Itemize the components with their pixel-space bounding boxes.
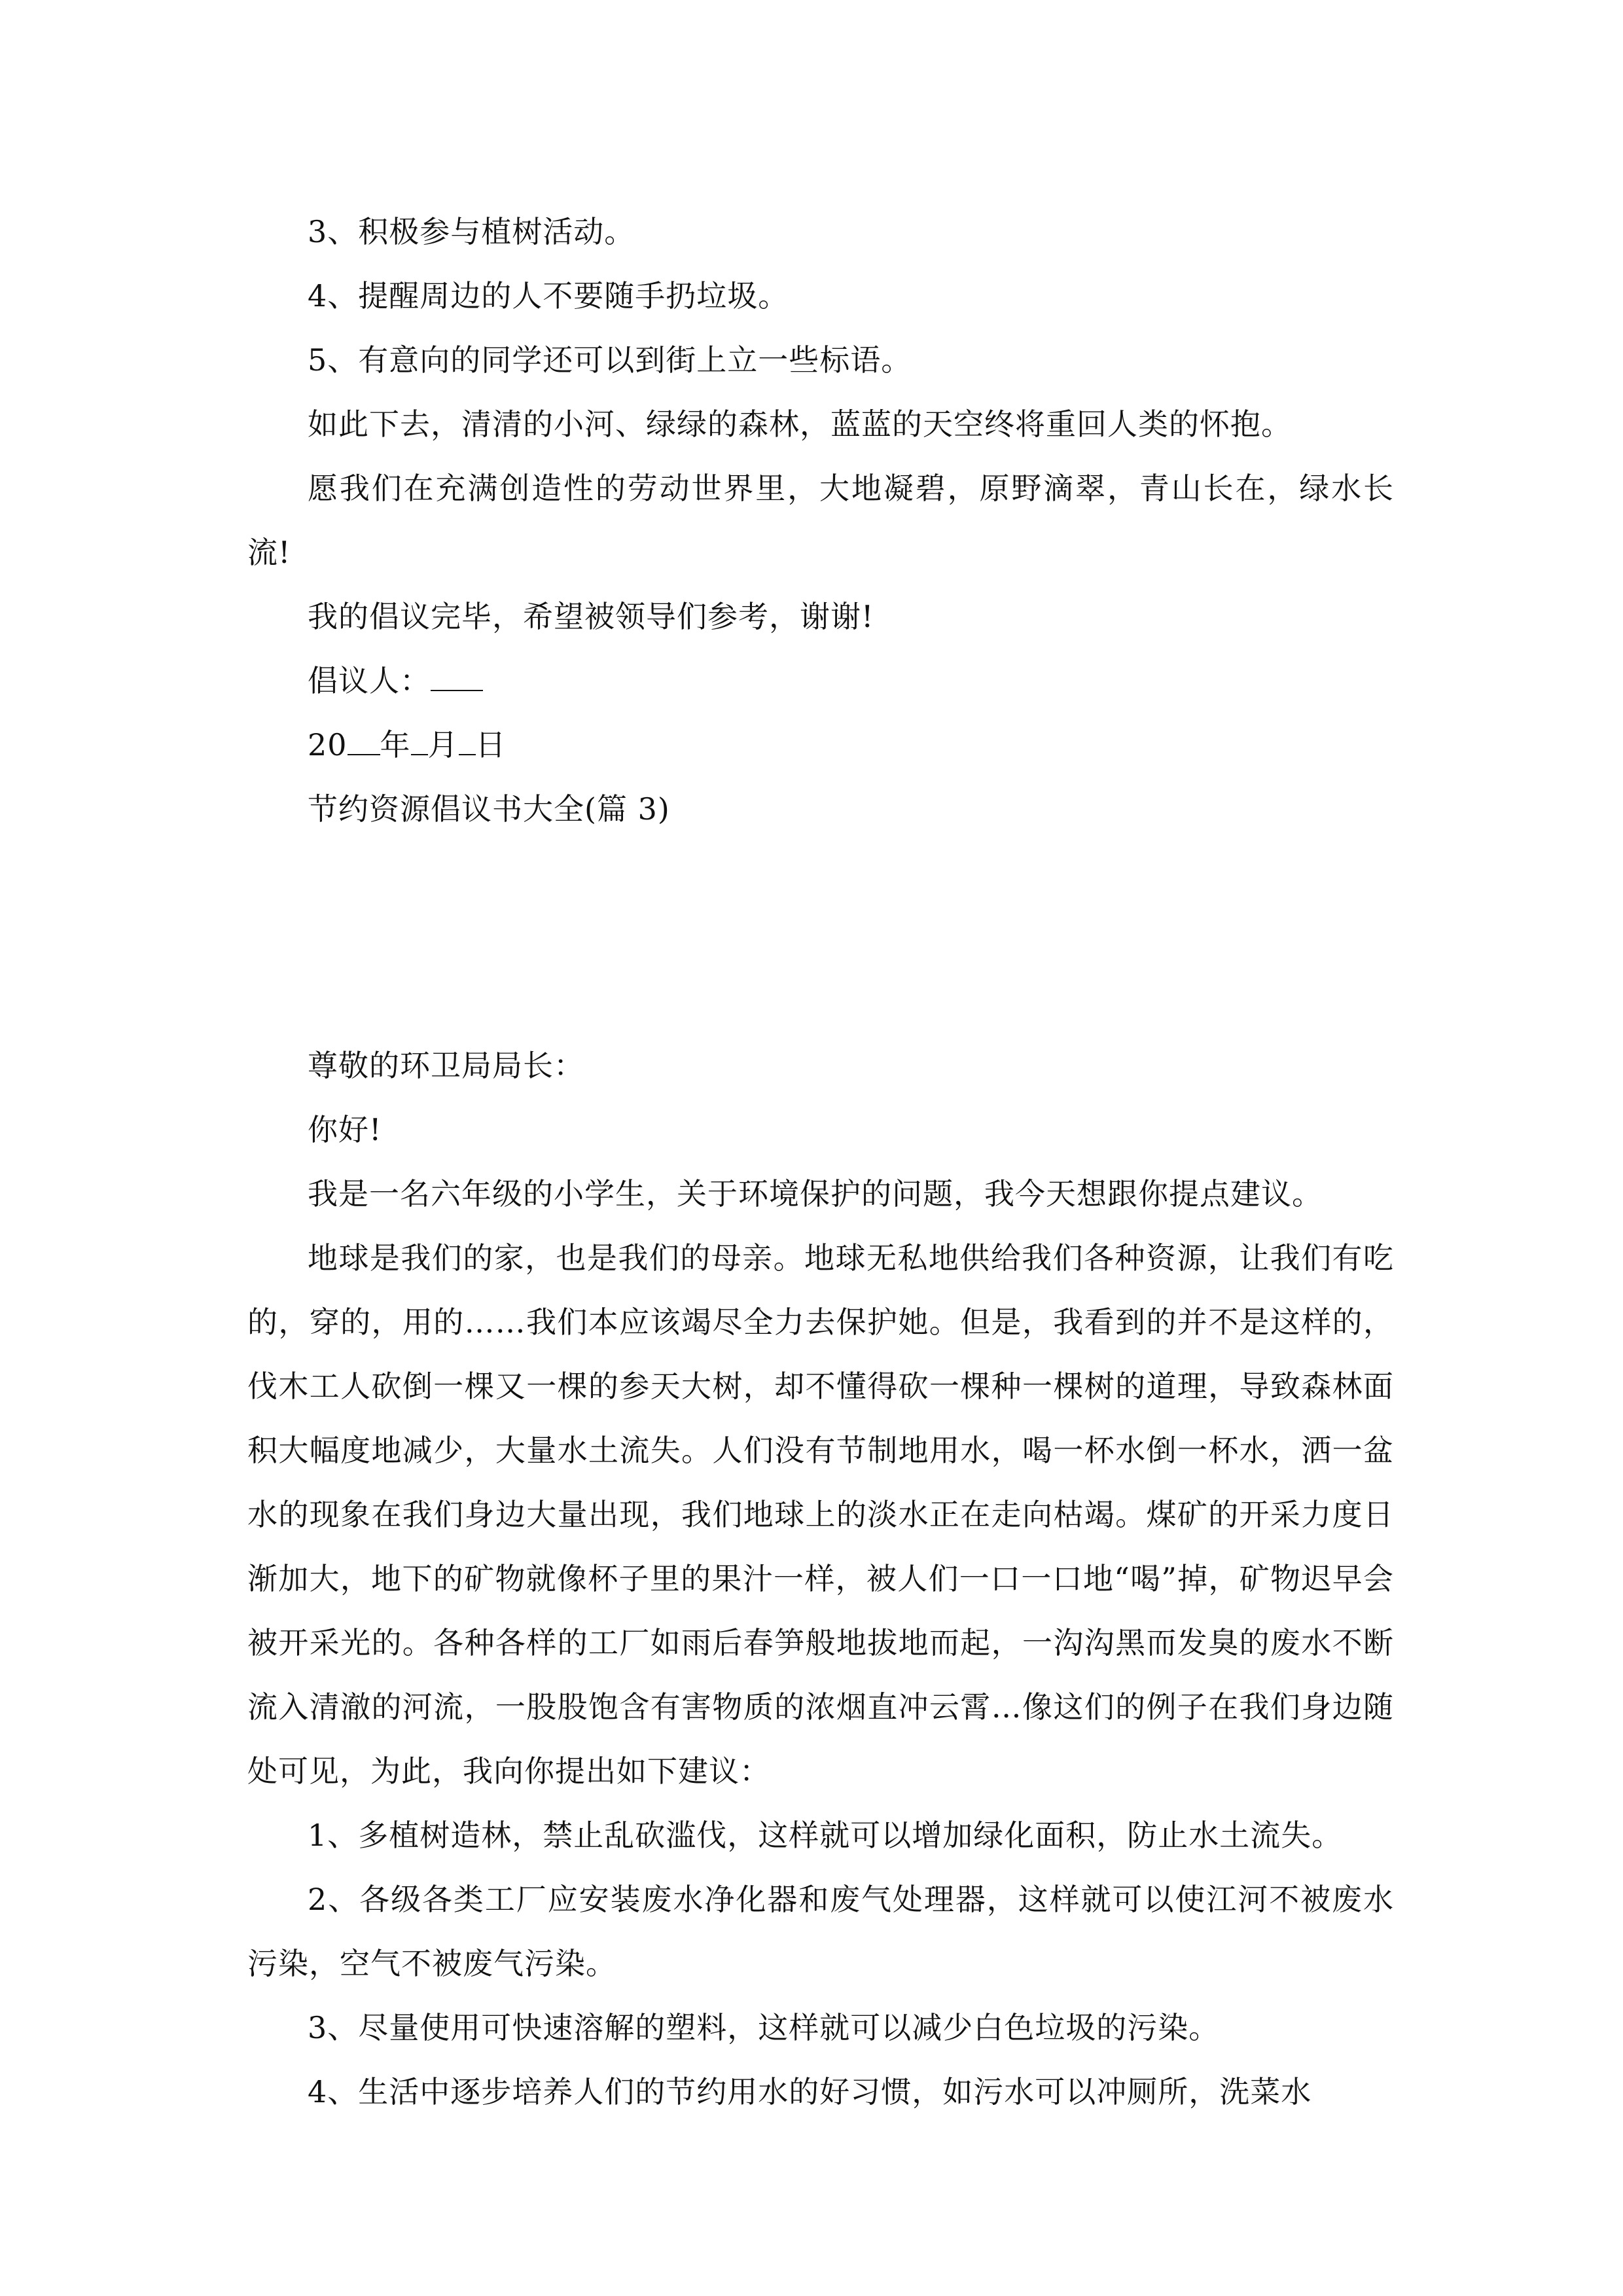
date-line [247,713,1394,777]
date-year-blank [348,724,380,755]
document-body [247,200,1394,2124]
paragraph-list-item-3: 3、积极参与植树活动。 [308,214,635,249]
suggestion-1: 1、多植树造林，禁止乱砍滥伐，这样就可以增加绿化面积，防止水土流失。 [308,1818,1343,1853]
section-title: 节约资源倡议书大全(篇 3) [308,791,670,827]
date-year-label: 年 [380,727,411,762]
signature-line [247,649,1394,713]
paragraph-closing: 我的倡议完毕，希望被领导们参考，谢谢! [308,599,874,634]
signature-blank [431,660,483,691]
date-prefix: 20 [308,727,348,762]
paragraph-main: 地球是我们的家，也是我们的母亲。地球无私地供给我们各种资源，让我们有吃的，穿的，用的……我们本应该竭尽全力去保护她。但是，我看到的并不是这样的，伐木工人砍倒一棵又一棵的参天大树，却不懂得砍一棵种一棵树的道理，导致森林面积大幅度地减少，大量水土流失。人们没有节制地用水，喝一杯水倒一杯水，洒一盆水的现象在我们身边大量出现，我们地球上的淡水正在走向枯竭。煤矿的开采力度日渐加大，地下的矿物就像杯子里的果汁一样，被人们一口一口地“喝”掉，矿物迟早会被开采光的。各种各样的工厂如雨后春笋般地拔地而起，一沟沟黑而发臭的废水不断流入清澈的河流，一股股饱含有害物质的浓烟直冲云霄…像这们的例子在我们身边随处可见，为此，我向你提出如下建议： [247,1240,1394,1789]
greeting: 你好! [308,1112,382,1147]
paragraph-conclusion: 如此下去，清清的小河、绿绿的森林，蓝蓝的天空终将重回人类的怀抱。 [308,406,1292,442]
paragraph-list-item-4: 4、提醒周边的人不要随手扔垃圾。 [308,278,789,314]
signature-label: 倡议人： [308,663,431,698]
date-month-label: 月 [427,727,459,762]
date-day-label: 日 [475,727,507,762]
paragraph-wish: 愿我们在充满创造性的劳动世界里，大地凝碧，原野滴翠，青山长在，绿水长流! [247,471,1394,570]
suggestion-4: 4、生活中逐步培养人们的节约用水的好习惯，如污水可以冲厕所，洗菜水 [308,2074,1312,2109]
paragraph-list-item-5: 5、有意向的同学还可以到街上立一些标语。 [308,342,912,378]
suggestion-3: 3、尽量使用可快速溶解的塑料，这样就可以减少白色垃圾的污染。 [308,2010,1220,2045]
salutation: 尊敬的环卫局局长： [308,1048,584,1083]
suggestion-2: 2、各级各类工厂应安装废水净化器和废气处理器，这样就可以使江河不被废水污染，空气不被废气污染。 [247,1882,1394,1981]
date-day-blank [459,724,476,755]
paragraph-intro: 我是一名六年级的小学生，关于环境保护的问题，我今天想跟你提点建议。 [308,1176,1323,1211]
section-spacer [247,841,1394,1033]
date-month-blank [411,724,428,755]
